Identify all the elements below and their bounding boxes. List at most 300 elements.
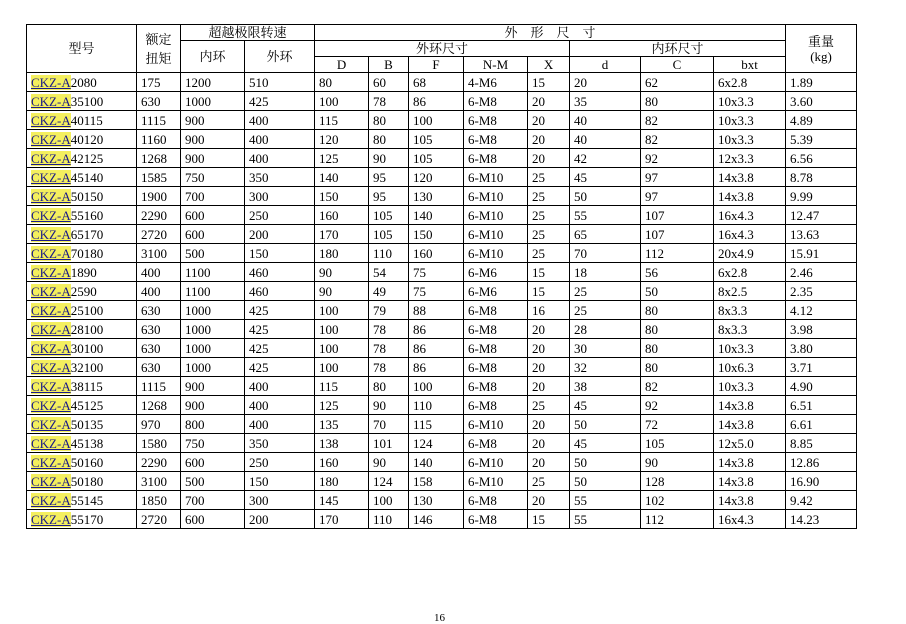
- cell-inner: 800: [181, 415, 245, 434]
- cell-d: 115: [315, 111, 369, 130]
- cell-nm: 6-M8: [464, 130, 528, 149]
- cell-d: 90: [315, 282, 369, 301]
- cell-model: [27, 73, 137, 92]
- header-col-B: B: [369, 57, 409, 73]
- cell-bxt: 8x3.3: [714, 301, 786, 320]
- cell-b: 78: [369, 339, 409, 358]
- cell-torque: 1160: [137, 130, 181, 149]
- cell-c: 82: [641, 111, 714, 130]
- model-prefix-link[interactable]: CKZ-A: [31, 188, 71, 204]
- header-overrun-speed: 超越极限转速: [181, 25, 315, 41]
- cell-d: 35: [570, 92, 641, 111]
- cell-weight: 14.23: [786, 510, 857, 529]
- model-number: 55160: [70, 207, 104, 223]
- cell-inner: 900: [181, 130, 245, 149]
- cell-c: 90: [641, 453, 714, 472]
- cell-inner: 900: [181, 149, 245, 168]
- model-number: 70180: [70, 245, 104, 261]
- cell-f: 124: [409, 434, 464, 453]
- cell-nm: 6-M8: [464, 396, 528, 415]
- cell-nm: 6-M6: [464, 263, 528, 282]
- header-col-bxt: bxt: [714, 57, 786, 73]
- cell-weight: 2.46: [786, 263, 857, 282]
- model-prefix-link[interactable]: CKZ-A: [31, 435, 71, 451]
- cell-b: 101: [369, 434, 409, 453]
- cell-d: 160: [315, 206, 369, 225]
- cell-bxt: 12x5.0: [714, 434, 786, 453]
- cell-torque: 630: [137, 92, 181, 111]
- model-number: 28100: [70, 321, 104, 337]
- cell-torque: 630: [137, 320, 181, 339]
- cell-d: 170: [315, 225, 369, 244]
- model-number: 50150: [70, 188, 104, 204]
- table-row: [27, 491, 857, 510]
- cell-nm: 6-M8: [464, 434, 528, 453]
- cell-torque: 630: [137, 339, 181, 358]
- cell-weight: 8.85: [786, 434, 857, 453]
- cell-nm: 6-M10: [464, 225, 528, 244]
- model-prefix-link[interactable]: CKZ-A: [31, 169, 71, 185]
- table-row: [27, 510, 857, 529]
- header-col-X: X: [528, 57, 570, 73]
- cell-nm: 6-M8: [464, 339, 528, 358]
- cell-outer: 250: [245, 453, 315, 472]
- model-number: 45138: [70, 435, 104, 451]
- cell-torque: 630: [137, 301, 181, 320]
- cell-outer: 150: [245, 244, 315, 263]
- cell-weight: 12.47: [786, 206, 857, 225]
- cell-bxt: 16x4.3: [714, 206, 786, 225]
- cell-inner: 900: [181, 377, 245, 396]
- model-number: 65170: [70, 226, 104, 242]
- table-row: [27, 263, 857, 282]
- cell-weight: 3.71: [786, 358, 857, 377]
- cell-inner: 1000: [181, 92, 245, 111]
- model-prefix-link[interactable]: CKZ-A: [31, 340, 71, 356]
- header-col-NM: N-M: [464, 57, 528, 73]
- cell-model: [27, 130, 137, 149]
- cell-d: 100: [315, 339, 369, 358]
- cell-b: 78: [369, 358, 409, 377]
- cell-d: 20: [570, 73, 641, 92]
- model-prefix-link[interactable]: CKZ-A: [31, 150, 71, 166]
- cell-d: 32: [570, 358, 641, 377]
- cell-inner: 500: [181, 244, 245, 263]
- cell-b: 70: [369, 415, 409, 434]
- model-prefix-link[interactable]: CKZ-A: [31, 226, 71, 242]
- cell-x: 25: [528, 244, 570, 263]
- cell-bxt: 8x3.3: [714, 320, 786, 339]
- cell-f: 140: [409, 206, 464, 225]
- cell-model: [27, 434, 137, 453]
- cell-weight: 12.86: [786, 453, 857, 472]
- cell-c: 112: [641, 510, 714, 529]
- cell-b: 105: [369, 225, 409, 244]
- cell-weight: 4.89: [786, 111, 857, 130]
- cell-nm: 4-M6: [464, 73, 528, 92]
- cell-outer: 425: [245, 320, 315, 339]
- model-number: 35100: [70, 93, 104, 109]
- cell-d: 100: [315, 301, 369, 320]
- cell-outer: 400: [245, 149, 315, 168]
- cell-inner: 1200: [181, 73, 245, 92]
- cell-x: 20: [528, 491, 570, 510]
- cell-b: 90: [369, 453, 409, 472]
- cell-bxt: 14x3.8: [714, 491, 786, 510]
- cell-model: [27, 377, 137, 396]
- cell-inner: 1000: [181, 339, 245, 358]
- cell-d: 28: [570, 320, 641, 339]
- cell-bxt: 20x4.9: [714, 244, 786, 263]
- cell-x: 20: [528, 339, 570, 358]
- cell-c: 80: [641, 301, 714, 320]
- cell-weight: 6.61: [786, 415, 857, 434]
- cell-d: 38: [570, 377, 641, 396]
- model-number: 40115: [70, 112, 103, 128]
- spec-table: [26, 24, 857, 529]
- cell-torque: 1580: [137, 434, 181, 453]
- cell-model: [27, 225, 137, 244]
- cell-f: 86: [409, 358, 464, 377]
- cell-torque: 400: [137, 263, 181, 282]
- cell-x: 20: [528, 358, 570, 377]
- cell-weight: 3.60: [786, 92, 857, 111]
- cell-b: 124: [369, 472, 409, 491]
- header-outer-dims: 外环尺寸: [315, 41, 570, 57]
- cell-f: 105: [409, 130, 464, 149]
- cell-c: 80: [641, 320, 714, 339]
- cell-f: 120: [409, 168, 464, 187]
- model-prefix-link[interactable]: CKZ-A: [31, 112, 71, 128]
- cell-c: 82: [641, 377, 714, 396]
- cell-nm: 6-M8: [464, 320, 528, 339]
- cell-b: 90: [369, 149, 409, 168]
- table-row: [27, 472, 857, 491]
- cell-torque: 1850: [137, 491, 181, 510]
- cell-f: 68: [409, 73, 464, 92]
- header-inner-dims: 内环尺寸: [570, 41, 786, 57]
- cell-outer: 350: [245, 168, 315, 187]
- model-number: 38115: [70, 378, 103, 394]
- cell-d: 120: [315, 130, 369, 149]
- model-prefix-link[interactable]: CKZ-A: [31, 378, 71, 394]
- cell-x: 20: [528, 92, 570, 111]
- model-prefix-link[interactable]: CKZ-A: [31, 416, 71, 432]
- cell-torque: 3100: [137, 244, 181, 263]
- cell-inner: 1000: [181, 301, 245, 320]
- table-row: [27, 320, 857, 339]
- cell-x: 20: [528, 434, 570, 453]
- cell-bxt: 8x2.5: [714, 282, 786, 301]
- cell-model: [27, 415, 137, 434]
- header-outer-ring: 外环: [245, 41, 315, 73]
- cell-weight: 9.99: [786, 187, 857, 206]
- cell-d: 80: [315, 73, 369, 92]
- cell-weight: 4.12: [786, 301, 857, 320]
- cell-d: 170: [315, 510, 369, 529]
- header-col-d: d: [570, 57, 641, 73]
- cell-outer: 425: [245, 92, 315, 111]
- cell-inner: 600: [181, 206, 245, 225]
- table-row: [27, 187, 857, 206]
- cell-nm: 6-M8: [464, 149, 528, 168]
- cell-model: [27, 320, 137, 339]
- cell-model: [27, 491, 137, 510]
- cell-d: 55: [570, 510, 641, 529]
- cell-outer: 510: [245, 73, 315, 92]
- cell-inner: 1100: [181, 263, 245, 282]
- cell-b: 60: [369, 73, 409, 92]
- cell-bxt: 14x3.8: [714, 187, 786, 206]
- table-row: [27, 225, 857, 244]
- model-prefix-link[interactable]: CKZ-A: [31, 302, 71, 318]
- model-prefix-link[interactable]: CKZ-A: [31, 93, 71, 109]
- cell-weight: 15.91: [786, 244, 857, 263]
- cell-d: 135: [315, 415, 369, 434]
- table-row: [27, 130, 857, 149]
- cell-c: 97: [641, 168, 714, 187]
- cell-torque: 1900: [137, 187, 181, 206]
- cell-d: 55: [570, 206, 641, 225]
- table-row: [27, 73, 857, 92]
- cell-nm: 6-M10: [464, 187, 528, 206]
- model-prefix-link[interactable]: CKZ-A: [31, 511, 71, 527]
- cell-inner: 600: [181, 453, 245, 472]
- cell-weight: 8.78: [786, 168, 857, 187]
- table-row: [27, 244, 857, 263]
- cell-f: 105: [409, 149, 464, 168]
- cell-c: 97: [641, 187, 714, 206]
- model-prefix-link[interactable]: CKZ-A: [31, 321, 71, 337]
- cell-x: 25: [528, 225, 570, 244]
- cell-x: 16: [528, 301, 570, 320]
- cell-weight: 16.90: [786, 472, 857, 491]
- cell-d: 45: [570, 396, 641, 415]
- cell-model: [27, 92, 137, 111]
- cell-torque: 2720: [137, 225, 181, 244]
- cell-model: [27, 301, 137, 320]
- cell-b: 80: [369, 377, 409, 396]
- cell-f: 150: [409, 225, 464, 244]
- cell-nm: 6-M8: [464, 111, 528, 130]
- cell-c: 102: [641, 491, 714, 510]
- cell-c: 80: [641, 339, 714, 358]
- cell-f: 100: [409, 377, 464, 396]
- table-row: [27, 396, 857, 415]
- model-number: 45140: [70, 169, 104, 185]
- cell-c: 50: [641, 282, 714, 301]
- cell-d: 100: [315, 358, 369, 377]
- cell-d: 25: [570, 301, 641, 320]
- cell-f: 86: [409, 339, 464, 358]
- table-row: [27, 301, 857, 320]
- model-number: 50135: [70, 416, 104, 432]
- header-col-F: F: [409, 57, 464, 73]
- model-prefix-link[interactable]: CKZ-A: [31, 397, 71, 413]
- cell-d: 50: [570, 415, 641, 434]
- cell-outer: 460: [245, 263, 315, 282]
- cell-inner: 1000: [181, 320, 245, 339]
- cell-x: 25: [528, 396, 570, 415]
- cell-f: 110: [409, 396, 464, 415]
- cell-bxt: 16x4.3: [714, 225, 786, 244]
- table-row: [27, 339, 857, 358]
- model-number: 55145: [70, 492, 104, 508]
- table-row: [27, 206, 857, 225]
- cell-weight: 5.39: [786, 130, 857, 149]
- cell-c: 105: [641, 434, 714, 453]
- cell-nm: 6-M10: [464, 206, 528, 225]
- cell-c: 107: [641, 206, 714, 225]
- cell-x: 20: [528, 130, 570, 149]
- cell-weight: 4.90: [786, 377, 857, 396]
- cell-weight: 1.89: [786, 73, 857, 92]
- cell-x: 20: [528, 149, 570, 168]
- cell-nm: 6-M10: [464, 472, 528, 491]
- cell-bxt: 14x3.8: [714, 472, 786, 491]
- cell-c: 107: [641, 225, 714, 244]
- cell-model: [27, 510, 137, 529]
- model-prefix-link[interactable]: CKZ-A: [31, 207, 71, 223]
- cell-b: 49: [369, 282, 409, 301]
- cell-outer: 425: [245, 358, 315, 377]
- cell-torque: 1585: [137, 168, 181, 187]
- cell-b: 79: [369, 301, 409, 320]
- cell-outer: 400: [245, 111, 315, 130]
- cell-d: 50: [570, 453, 641, 472]
- cell-bxt: 6x2.8: [714, 73, 786, 92]
- cell-b: 78: [369, 320, 409, 339]
- cell-bxt: 10x3.3: [714, 339, 786, 358]
- cell-inner: 1100: [181, 282, 245, 301]
- cell-model: [27, 282, 137, 301]
- cell-b: 100: [369, 491, 409, 510]
- cell-inner: 750: [181, 168, 245, 187]
- cell-nm: 6-M8: [464, 377, 528, 396]
- cell-nm: 6-M8: [464, 510, 528, 529]
- page-number: 16: [434, 612, 445, 624]
- cell-bxt: 14x3.8: [714, 168, 786, 187]
- cell-b: 80: [369, 130, 409, 149]
- cell-f: 86: [409, 320, 464, 339]
- cell-f: 115: [409, 415, 464, 434]
- cell-d: 42: [570, 149, 641, 168]
- cell-weight: 13.63: [786, 225, 857, 244]
- cell-d: 180: [315, 472, 369, 491]
- model-prefix-link[interactable]: CKZ-A: [31, 454, 71, 470]
- model-number: 55170: [70, 511, 104, 527]
- cell-weight: 6.56: [786, 149, 857, 168]
- cell-d: 30: [570, 339, 641, 358]
- header-dimensions: 外 形 尺 寸: [315, 25, 786, 41]
- cell-model: [27, 339, 137, 358]
- header-torque: 额定扭矩: [137, 25, 181, 73]
- table-row: [27, 415, 857, 434]
- cell-f: 88: [409, 301, 464, 320]
- cell-f: 100: [409, 111, 464, 130]
- cell-outer: 150: [245, 472, 315, 491]
- cell-torque: 175: [137, 73, 181, 92]
- cell-f: 75: [409, 282, 464, 301]
- cell-d: 55: [570, 491, 641, 510]
- cell-f: 130: [409, 491, 464, 510]
- cell-x: 25: [528, 206, 570, 225]
- cell-model: [27, 168, 137, 187]
- cell-weight: 2.35: [786, 282, 857, 301]
- model-prefix-link[interactable]: CKZ-A: [31, 74, 71, 90]
- cell-x: 20: [528, 111, 570, 130]
- model-prefix-link[interactable]: CKZ-A: [31, 473, 71, 489]
- header-weight-label: 重量: [808, 33, 835, 49]
- model-number: 45125: [70, 397, 104, 413]
- table-row: [27, 111, 857, 130]
- table-row: [27, 434, 857, 453]
- header-col-C: C: [641, 57, 714, 73]
- table-row: [27, 377, 857, 396]
- cell-d: 100: [315, 92, 369, 111]
- cell-outer: 400: [245, 130, 315, 149]
- cell-torque: 2720: [137, 510, 181, 529]
- cell-f: 146: [409, 510, 464, 529]
- cell-d: 90: [315, 263, 369, 282]
- model-prefix-link[interactable]: CKZ-A: [31, 283, 71, 299]
- table-row: [27, 282, 857, 301]
- cell-nm: 6-M10: [464, 415, 528, 434]
- cell-outer: 400: [245, 396, 315, 415]
- cell-outer: 250: [245, 206, 315, 225]
- cell-torque: 1268: [137, 396, 181, 415]
- cell-inner: 600: [181, 510, 245, 529]
- cell-x: 25: [528, 472, 570, 491]
- model-prefix-link[interactable]: CKZ-A: [31, 264, 71, 280]
- cell-weight: 9.42: [786, 491, 857, 510]
- cell-torque: 1115: [137, 111, 181, 130]
- cell-weight: 6.51: [786, 396, 857, 415]
- cell-bxt: 16x4.3: [714, 510, 786, 529]
- cell-d: 100: [315, 320, 369, 339]
- cell-b: 95: [369, 168, 409, 187]
- cell-outer: 300: [245, 491, 315, 510]
- cell-x: 25: [528, 187, 570, 206]
- cell-model: [27, 396, 137, 415]
- cell-d: 150: [315, 187, 369, 206]
- cell-f: 158: [409, 472, 464, 491]
- model-prefix-link[interactable]: CKZ-A: [31, 359, 71, 375]
- cell-outer: 425: [245, 339, 315, 358]
- cell-d: 115: [315, 377, 369, 396]
- cell-d: 40: [570, 111, 641, 130]
- cell-torque: 1268: [137, 149, 181, 168]
- model-prefix-link[interactable]: CKZ-A: [31, 131, 71, 147]
- cell-d: 50: [570, 472, 641, 491]
- cell-b: 80: [369, 111, 409, 130]
- cell-bxt: 10x3.3: [714, 92, 786, 111]
- cell-d: 125: [315, 396, 369, 415]
- cell-b: 110: [369, 244, 409, 263]
- cell-model: [27, 206, 137, 225]
- model-number: 2590: [70, 283, 97, 299]
- cell-c: 72: [641, 415, 714, 434]
- cell-d: 45: [570, 168, 641, 187]
- model-prefix-link[interactable]: CKZ-A: [31, 492, 71, 508]
- cell-b: 54: [369, 263, 409, 282]
- cell-bxt: 10x3.3: [714, 111, 786, 130]
- model-prefix-link[interactable]: CKZ-A: [31, 245, 71, 261]
- cell-outer: 200: [245, 225, 315, 244]
- model-number: 50160: [70, 454, 104, 470]
- cell-nm: 6-M10: [464, 453, 528, 472]
- cell-d: 145: [315, 491, 369, 510]
